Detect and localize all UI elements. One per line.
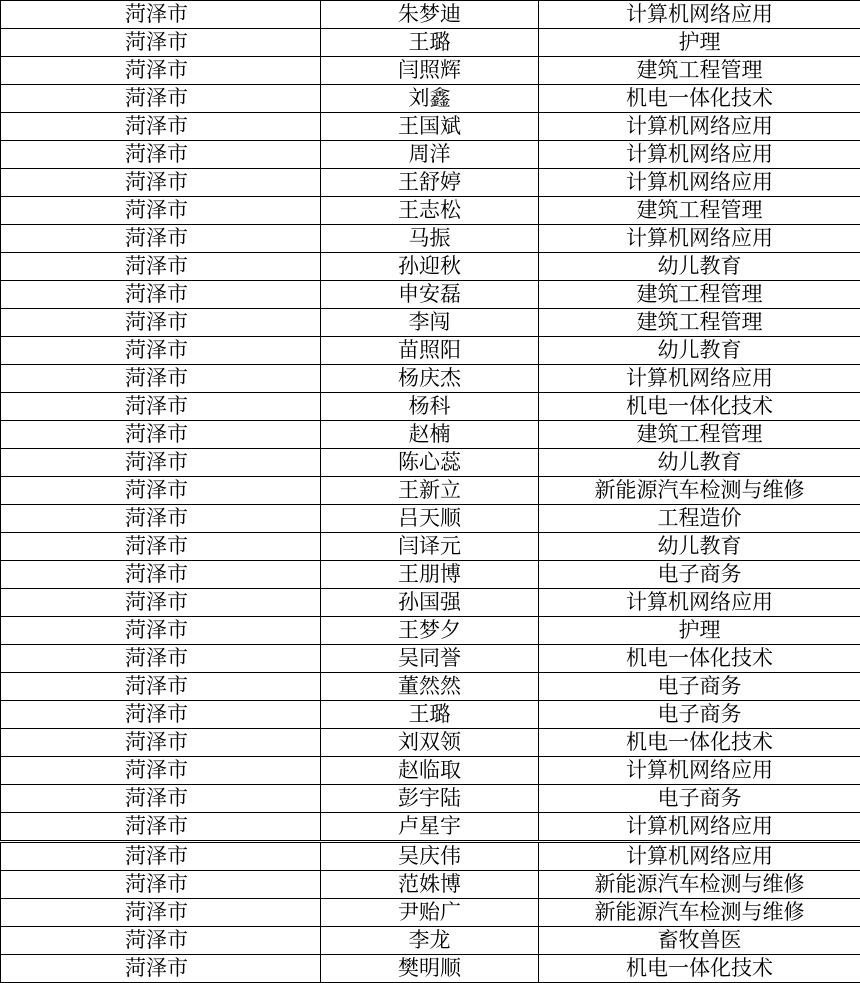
name-cell: 董然然 — [321, 673, 539, 701]
table-row — [1, 955, 860, 983]
table-row — [1, 57, 860, 85]
major-cell: 计算机网络应用 — [539, 813, 860, 842]
table-row — [1, 701, 860, 729]
name-cell: 王国斌 — [321, 113, 539, 141]
name-cell: 樊明顺 — [321, 955, 539, 983]
city-cell: 菏泽市 — [1, 169, 321, 197]
city-cell: 菏泽市 — [1, 927, 321, 955]
major-cell: 建筑工程管理 — [539, 57, 860, 85]
name-cell: 王璐 — [321, 701, 539, 729]
city-cell: 菏泽市 — [1, 85, 321, 113]
city-cell: 菏泽市 — [1, 337, 321, 365]
major-cell: 电子商务 — [539, 673, 860, 701]
city-cell: 菏泽市 — [1, 477, 321, 505]
city-cell: 菏泽市 — [1, 1, 321, 29]
name-cell: 李龙 — [321, 927, 539, 955]
table-row — [1, 617, 860, 645]
table-row — [1, 561, 860, 589]
city-cell: 菏泽市 — [1, 561, 321, 589]
table-row — [1, 197, 860, 225]
city-cell: 菏泽市 — [1, 309, 321, 337]
name-cell: 朱梦迪 — [321, 1, 539, 29]
name-cell: 吴同誉 — [321, 645, 539, 673]
name-cell: 王新立 — [321, 477, 539, 505]
city-cell: 菏泽市 — [1, 253, 321, 281]
table-row — [1, 281, 860, 309]
major-cell: 新能源汽车检测与维修 — [539, 871, 860, 899]
table-row — [1, 533, 860, 561]
name-cell: 马振 — [321, 225, 539, 253]
major-cell: 机电一体化技术 — [539, 85, 860, 113]
name-cell: 杨科 — [321, 393, 539, 421]
name-cell: 申安磊 — [321, 281, 539, 309]
name-cell: 周洋 — [321, 141, 539, 169]
table-row — [1, 85, 860, 113]
major-cell: 工程造价 — [539, 505, 860, 533]
city-cell: 菏泽市 — [1, 505, 321, 533]
name-cell: 刘双领 — [321, 729, 539, 757]
table-row — [1, 477, 860, 505]
name-cell: 李闯 — [321, 309, 539, 337]
major-cell: 机电一体化技术 — [539, 955, 860, 983]
city-cell: 菏泽市 — [1, 225, 321, 253]
table-row — [1, 449, 860, 477]
city-cell: 菏泽市 — [1, 365, 321, 393]
city-cell: 菏泽市 — [1, 29, 321, 57]
city-cell: 菏泽市 — [1, 113, 321, 141]
city-cell: 菏泽市 — [1, 757, 321, 785]
major-cell: 电子商务 — [539, 785, 860, 813]
major-cell: 畜牧兽医 — [539, 927, 860, 955]
table-row — [1, 169, 860, 197]
major-cell: 计算机网络应用 — [539, 169, 860, 197]
table-row — [1, 309, 860, 337]
city-cell: 菏泽市 — [1, 393, 321, 421]
table-row — [1, 842, 860, 871]
major-cell: 计算机网络应用 — [539, 1, 860, 29]
city-cell: 菏泽市 — [1, 785, 321, 813]
city-cell: 菏泽市 — [1, 871, 321, 899]
table-row — [1, 927, 860, 955]
name-cell: 尹贻广 — [321, 899, 539, 927]
major-cell: 计算机网络应用 — [539, 141, 860, 169]
city-cell: 菏泽市 — [1, 701, 321, 729]
table-row — [1, 421, 860, 449]
name-cell: 赵楠 — [321, 421, 539, 449]
name-cell: 卢星宇 — [321, 813, 539, 842]
name-cell: 孙迎秋 — [321, 253, 539, 281]
table-row — [1, 337, 860, 365]
city-cell: 菏泽市 — [1, 421, 321, 449]
major-cell: 电子商务 — [539, 701, 860, 729]
city-cell: 菏泽市 — [1, 955, 321, 983]
major-cell: 建筑工程管理 — [539, 309, 860, 337]
table-row — [1, 645, 860, 673]
name-cell: 陈心蕊 — [321, 449, 539, 477]
name-cell: 吕天顺 — [321, 505, 539, 533]
city-cell: 菏泽市 — [1, 899, 321, 927]
major-cell: 护理 — [539, 29, 860, 57]
name-cell: 王朋博 — [321, 561, 539, 589]
major-cell: 计算机网络应用 — [539, 757, 860, 785]
table-row — [1, 29, 860, 57]
city-cell: 菏泽市 — [1, 589, 321, 617]
major-cell: 计算机网络应用 — [539, 365, 860, 393]
major-cell: 计算机网络应用 — [539, 113, 860, 141]
table-row — [1, 871, 860, 899]
major-cell: 建筑工程管理 — [539, 281, 860, 309]
name-cell: 赵临取 — [321, 757, 539, 785]
major-cell: 电子商务 — [539, 561, 860, 589]
major-cell: 计算机网络应用 — [539, 225, 860, 253]
city-cell: 菏泽市 — [1, 617, 321, 645]
name-cell: 闫译元 — [321, 533, 539, 561]
city-cell: 菏泽市 — [1, 729, 321, 757]
table-row — [1, 365, 860, 393]
city-cell: 菏泽市 — [1, 281, 321, 309]
major-cell: 新能源汽车检测与维修 — [539, 477, 860, 505]
table-row — [1, 1, 860, 29]
table-row — [1, 673, 860, 701]
city-cell: 菏泽市 — [1, 141, 321, 169]
name-cell: 王璐 — [321, 29, 539, 57]
table-row — [1, 899, 860, 927]
name-cell: 彭宇陆 — [321, 785, 539, 813]
name-cell: 范姝博 — [321, 871, 539, 899]
table-row — [1, 113, 860, 141]
city-cell: 菏泽市 — [1, 197, 321, 225]
table-row — [1, 757, 860, 785]
major-cell: 机电一体化技术 — [539, 645, 860, 673]
city-cell: 菏泽市 — [1, 57, 321, 85]
major-cell: 机电一体化技术 — [539, 393, 860, 421]
major-cell: 机电一体化技术 — [539, 729, 860, 757]
table-row — [1, 505, 860, 533]
table-row — [1, 785, 860, 813]
name-cell: 吴庆伟 — [321, 842, 539, 871]
table-row — [1, 589, 860, 617]
city-cell: 菏泽市 — [1, 449, 321, 477]
major-cell: 新能源汽车检测与维修 — [539, 899, 860, 927]
city-cell: 菏泽市 — [1, 533, 321, 561]
name-cell: 王梦夕 — [321, 617, 539, 645]
major-cell: 幼儿教育 — [539, 533, 860, 561]
table-row — [1, 813, 860, 842]
name-cell: 王志松 — [321, 197, 539, 225]
major-cell: 建筑工程管理 — [539, 421, 860, 449]
major-cell: 幼儿教育 — [539, 253, 860, 281]
name-cell: 闫照辉 — [321, 57, 539, 85]
major-cell: 计算机网络应用 — [539, 589, 860, 617]
city-cell: 菏泽市 — [1, 842, 321, 871]
table-row — [1, 141, 860, 169]
major-cell: 建筑工程管理 — [539, 197, 860, 225]
city-cell: 菏泽市 — [1, 813, 321, 842]
major-cell: 幼儿教育 — [539, 337, 860, 365]
name-cell: 杨庆杰 — [321, 365, 539, 393]
major-cell: 护理 — [539, 617, 860, 645]
major-cell: 计算机网络应用 — [539, 842, 860, 871]
name-cell: 刘鑫 — [321, 85, 539, 113]
table-row — [1, 253, 860, 281]
city-cell: 菏泽市 — [1, 645, 321, 673]
table-row — [1, 393, 860, 421]
name-cell: 王舒婷 — [321, 169, 539, 197]
table-body — [1, 1, 860, 983]
major-cell: 幼儿教育 — [539, 449, 860, 477]
table-row — [1, 729, 860, 757]
name-cell: 孙国强 — [321, 589, 539, 617]
name-cell: 苗照阳 — [321, 337, 539, 365]
table-row — [1, 225, 860, 253]
city-cell: 菏泽市 — [1, 673, 321, 701]
